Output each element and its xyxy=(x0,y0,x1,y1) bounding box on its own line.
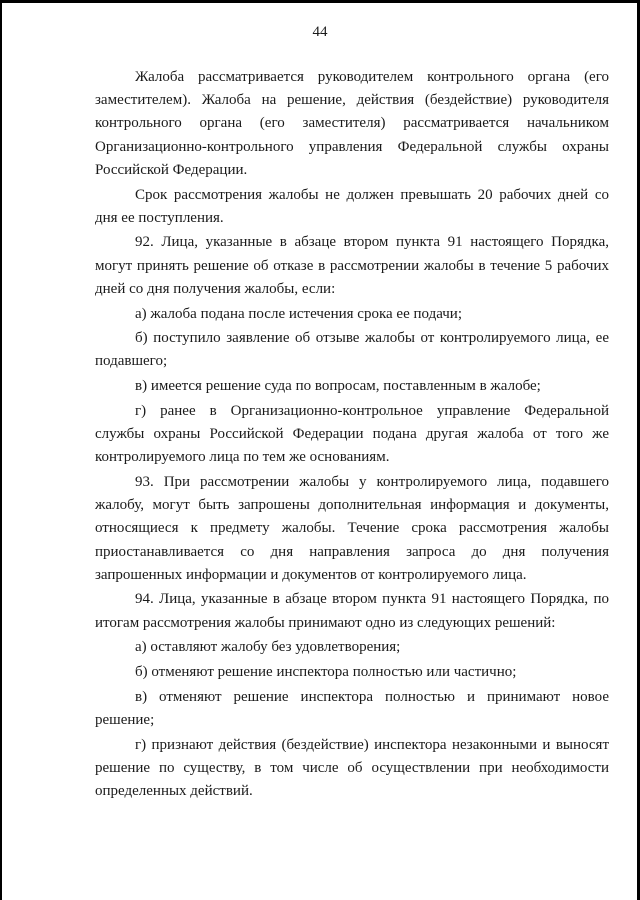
paragraph-94-g: г) признают действия (бездействие) инспектора незаконными и выносят решение по существу, в том числе об осуществлении при необходимости определенных действий. xyxy=(95,736,609,800)
document-body xyxy=(95,66,609,803)
paragraph-complaint-review: Жалоба рассматривается руководителем контрольного органа (его заместителем). Жалоба на решение, действия (бездействие) руководителя контрольного органа (его заместителя) рассматривается начальником Организационно-контрольного управления Федеральной службы охраны Российской Федерации. xyxy=(95,69,609,178)
paragraph-92-v: в) имеется решение суда по вопросам, поставленным в жалобе; xyxy=(135,378,541,395)
paragraph-92-b: б) поступило заявление об отзыве жалобы от контролируемого лица, ее подавшего; xyxy=(95,330,609,370)
page-number: 44 xyxy=(312,24,328,40)
paragraph-review-term: Срок рассмотрения жалобы не должен превышать 20 рабочих дней со дня ее поступления. xyxy=(95,186,609,226)
paragraph-93: 93. При рассмотрении жалобы у контролируемого лица, подавшего жалобу, могут быть запрошены дополнительная информация и документы, относящиеся к предмету жалобы. Течение срока рассмотрения жалобы приостанавливается со дня направления запроса до дня получения запрошенных информации и документов от контролируемого лица. xyxy=(95,473,609,583)
paragraph-92-a: а) жалоба подана после истечения срока ее подачи; xyxy=(135,305,462,322)
paragraph-94-b: б) отменяют решение инспектора полностью или частично; xyxy=(135,664,517,681)
paragraph-94: 94. Лица, указанные в абзаце втором пункта 91 настоящего Порядка, по итогам рассмотрения жалобы принимают одно из следующих решений: xyxy=(95,591,609,631)
paragraph-94-v: в) отменяют решение инспектора полностью и принимают новое решение; xyxy=(95,688,609,728)
paragraph-92-g: г) ранее в Организационно-контрольное управление Федеральной службы охраны Российской Федерации подана другая жалоба от того же контролируемого лица по тем же основаниям. xyxy=(95,402,609,466)
scan-edge-left xyxy=(0,0,2,900)
scan-edge-top xyxy=(0,0,640,3)
paragraph-92: 92. Лица, указанные в абзаце втором пункта 91 настоящего Порядка, могут принять решение об отказе в рассмотрении жалобы в течение 5 рабочих дней со дня получения жалобы, если: xyxy=(95,234,609,297)
paragraph-94-a: а) оставляют жалобу без удовлетворения; xyxy=(135,639,401,656)
